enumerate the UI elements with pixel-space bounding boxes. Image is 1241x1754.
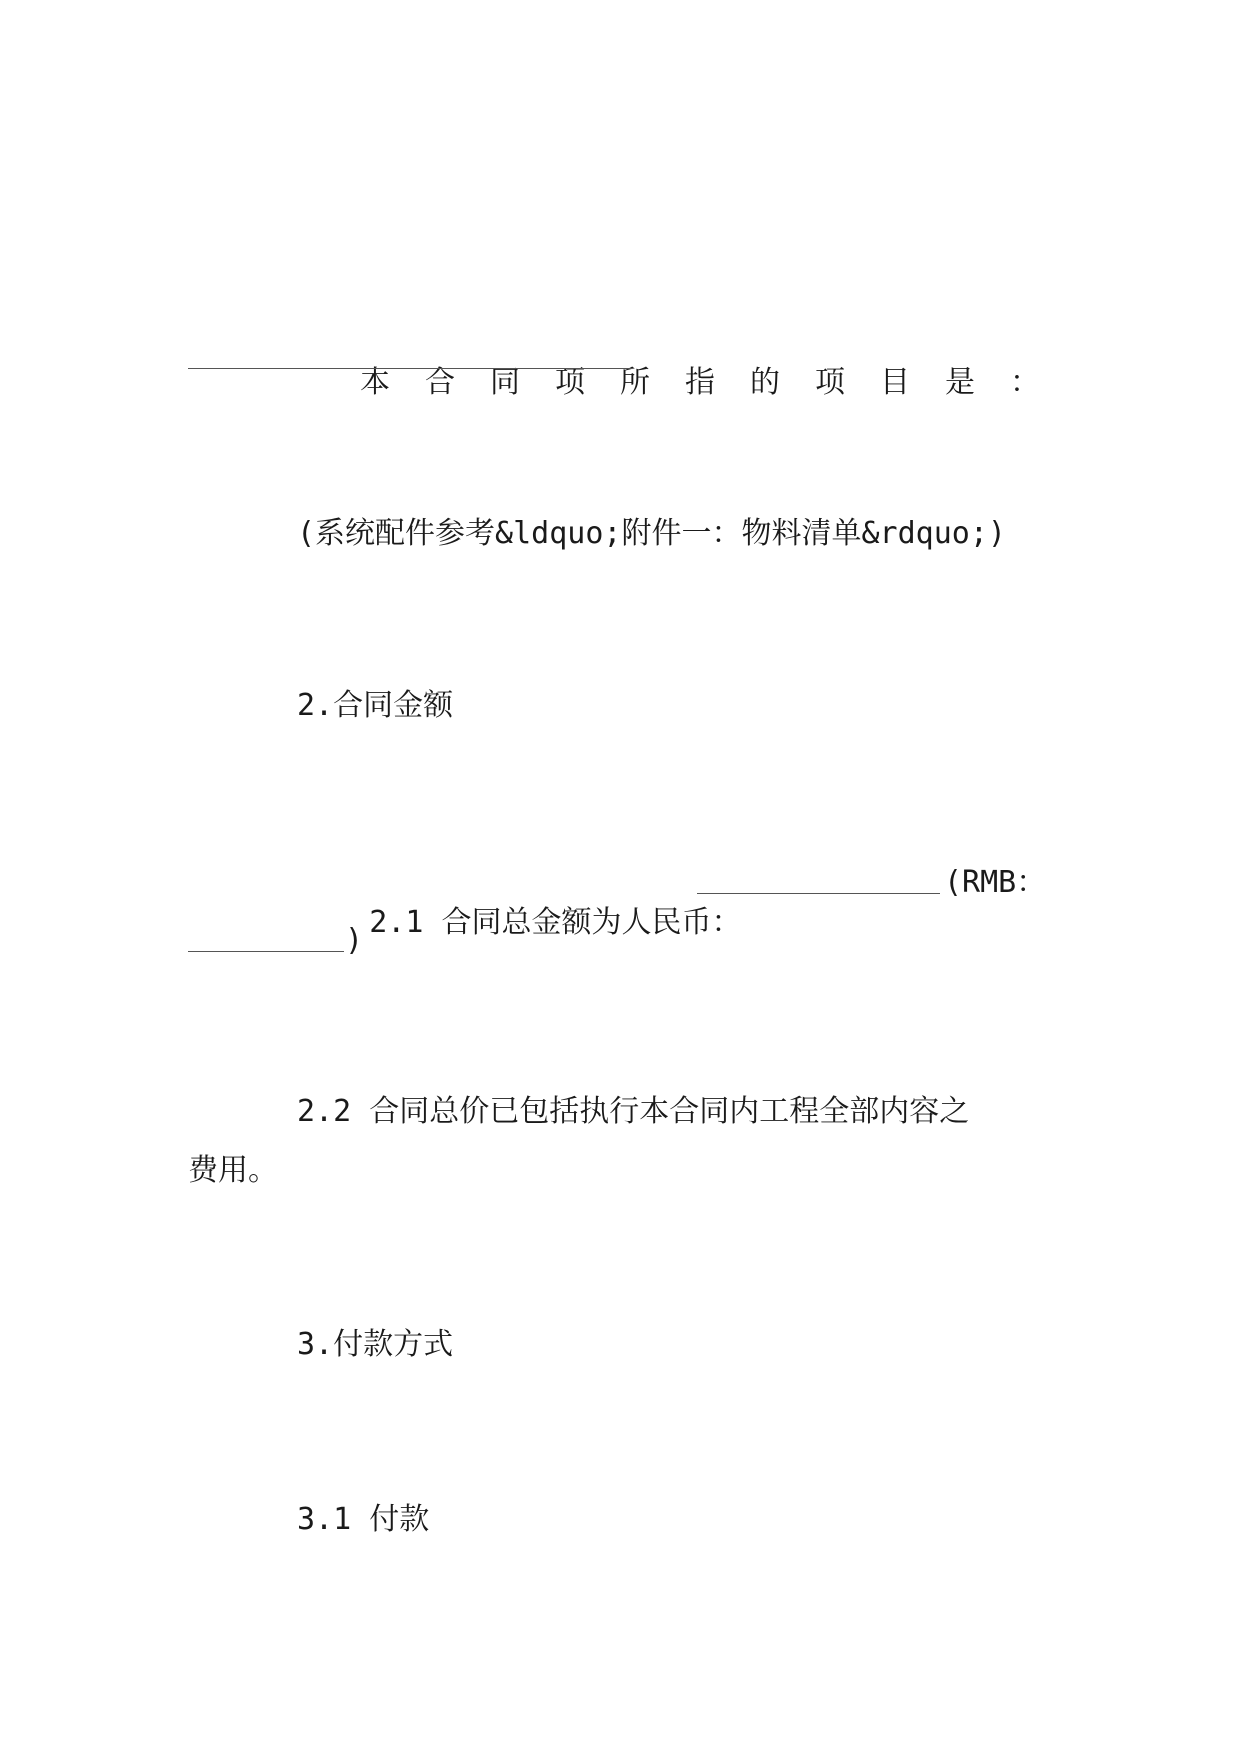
clause-2-2-line2: 费用。 [188,1153,278,1188]
project-statement-char: 目 [880,365,910,400]
project-statement-char: 是 [945,365,975,400]
amount-rmb-blank [188,951,344,952]
system-parts-note: (系统配件参考&ldquo;附件一：物料清单&rdquo;) [297,516,1006,551]
project-blank-underline [188,368,632,369]
project-statement-char: ： [1010,365,1040,400]
project-statement-char: 指 [685,365,715,400]
section-2-heading: 2.合同金额 [297,688,454,723]
project-statement-char: 同 [490,365,520,400]
clause-2-2-line1: 2.2 合同总价已包括执行本合同内工程全部内容之 [297,1094,970,1129]
project-statement-char: 的 [750,365,780,400]
amount-cny-blank [697,893,940,894]
clause-2-1-line1 [297,863,742,983]
project-statement-char: 所 [620,365,650,400]
clause-2-1-text: 2.1 合同总金额为人民币： [369,905,742,940]
clause-2-1-rmb-label: (RMB： [944,865,1047,900]
project-statement-char: 项 [815,365,845,400]
project-statement-char: 本 [360,365,390,400]
project-statement-char: 项 [555,365,585,400]
clause-3-1: 3.1 付款 [297,1502,430,1537]
project-statement-text [360,363,1040,403]
project-statement-line [360,283,1040,483]
project-statement-char: 合 [425,365,455,400]
clause-2-1-close: ) [345,923,364,958]
section-3-heading: 3.付款方式 [297,1327,454,1362]
